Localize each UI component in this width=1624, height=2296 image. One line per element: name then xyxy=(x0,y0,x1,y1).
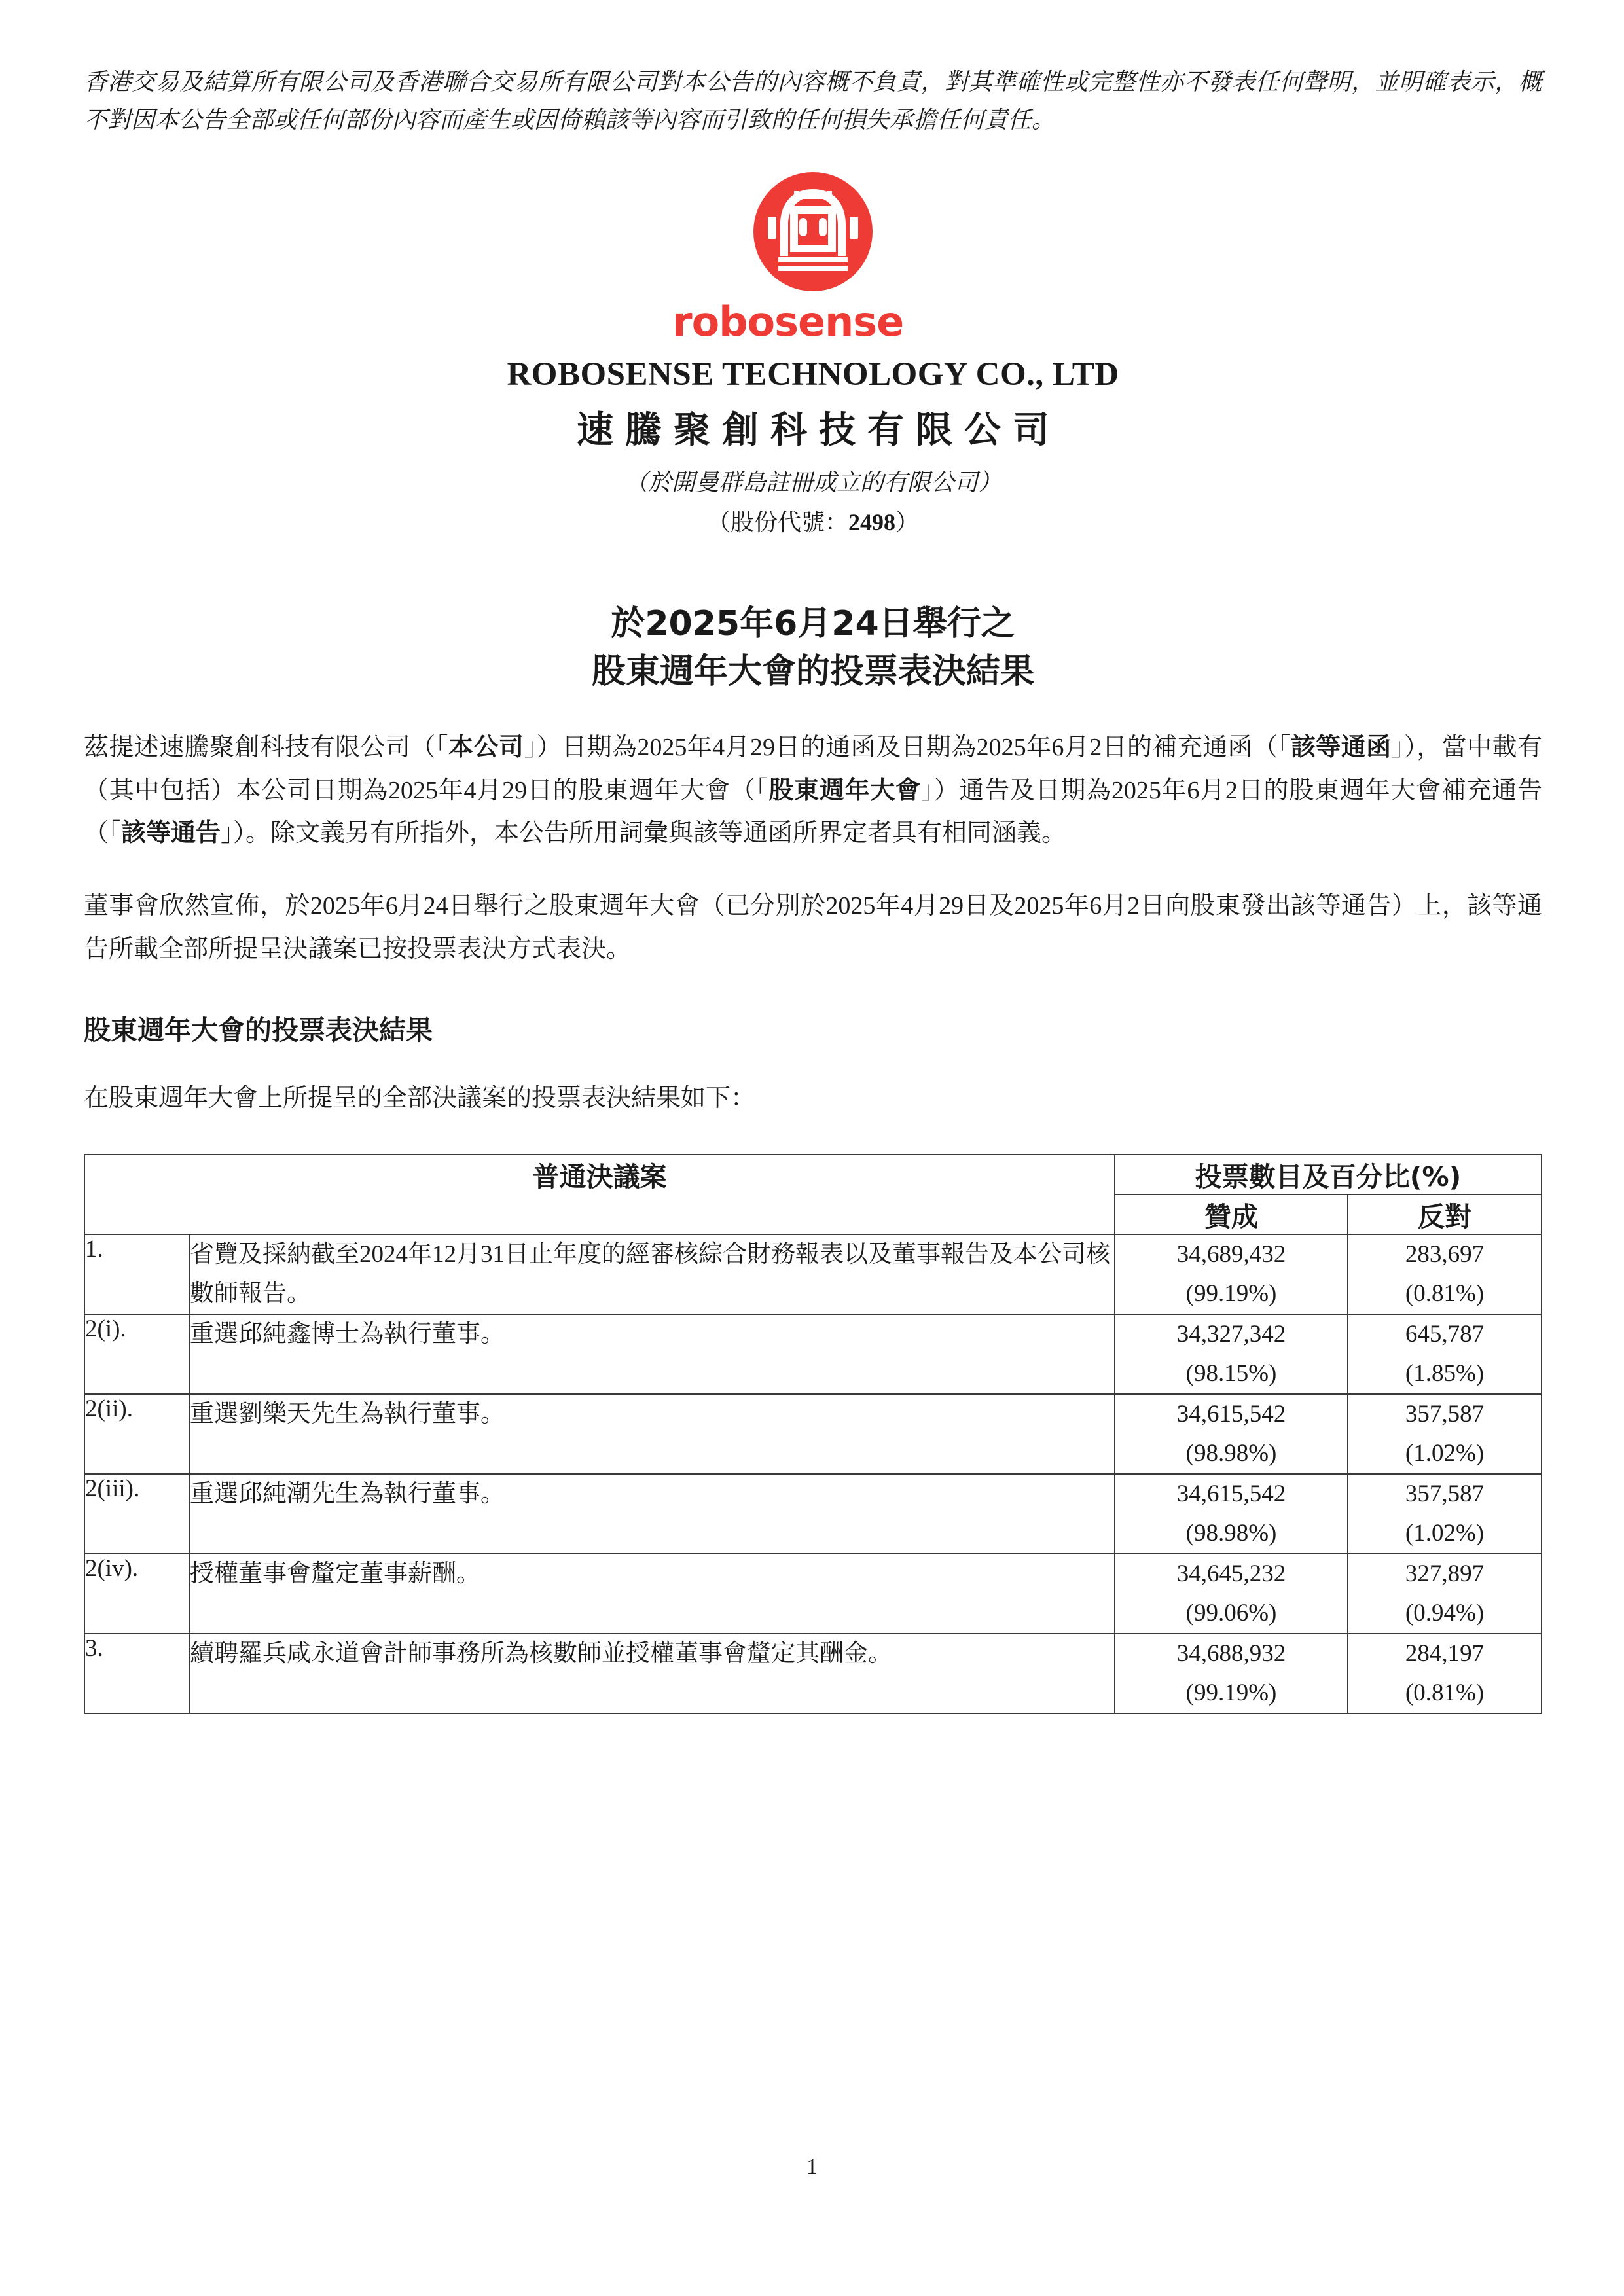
row-number: 2(ii). xyxy=(84,1394,189,1474)
header-against: 反對 xyxy=(1348,1194,1542,1234)
row-votes-against xyxy=(1348,1314,1542,1394)
page-number: 1 xyxy=(806,2155,818,2179)
table-row xyxy=(84,1394,1542,1474)
stock-code-prefix: （股份代號： xyxy=(706,509,848,535)
row-description: 續聘羅兵咸永道會計師事務所為核數師並授權董事會釐定其酬金。 xyxy=(189,1634,1115,1713)
votes-for-count: 34,327,342 xyxy=(1176,1321,1286,1348)
p1-seg-a: 茲提述速騰聚創科技有限公司（「 xyxy=(84,734,449,762)
document-title-line2: 股東週年大會的投票表決結果 xyxy=(591,652,1034,692)
table-row xyxy=(84,1314,1542,1394)
row-votes-against xyxy=(1348,1634,1542,1713)
svg-text:robosense: robosense xyxy=(672,297,904,341)
company-name-english: ROBOSENSE TECHNOLOGY CO., LTD xyxy=(507,355,1119,393)
votes-against-count: 283,697 xyxy=(1405,1241,1485,1268)
votes-for-percent: (99.06%) xyxy=(1185,1599,1277,1626)
incorporation-note: （於開曼群島註冊成立的有限公司） xyxy=(624,469,1001,495)
company-logo-block xyxy=(84,172,1542,341)
table-row xyxy=(84,1634,1542,1713)
table-row xyxy=(84,1474,1542,1554)
table-row xyxy=(84,1234,1542,1314)
row-description: 重選劉樂天先生為執行董事。 xyxy=(189,1394,1115,1474)
company-name-chinese: 速騰聚創科技有限公司 xyxy=(577,408,1061,452)
votes-for-percent: (99.19%) xyxy=(1185,1280,1277,1308)
header-resolution: 普通決議案 xyxy=(84,1155,1115,1234)
votes-against-percent: (1.02%) xyxy=(1405,1440,1485,1467)
stock-code-suffix: ） xyxy=(895,509,920,535)
section-heading-poll-results: 股東週年大會的投票表決結果 xyxy=(84,1014,433,1047)
table-body xyxy=(84,1234,1542,1713)
votes-for-percent: (98.15%) xyxy=(1185,1360,1277,1388)
votes-for-count: 34,615,542 xyxy=(1176,1401,1286,1428)
votes-for-count: 34,615,542 xyxy=(1176,1480,1286,1508)
votes-for-count: 34,688,932 xyxy=(1176,1640,1286,1667)
votes-against-percent: (1.85%) xyxy=(1405,1360,1485,1388)
votes-for-count: 34,689,432 xyxy=(1176,1241,1286,1268)
votes-against-count: 327,897 xyxy=(1405,1560,1485,1587)
row-number: 1. xyxy=(84,1234,189,1314)
p1-seg-i: 」）。除文義另有所指外，本公告所用詞彙與該等通函所界定者具有相同涵義。 xyxy=(221,819,1067,847)
votes-for-percent: (98.98%) xyxy=(1185,1440,1277,1467)
votes-for-percent: (98.98%) xyxy=(1185,1520,1277,1547)
votes-against-percent: (0.81%) xyxy=(1405,1280,1485,1308)
row-votes-for xyxy=(1115,1634,1348,1713)
term-notices: 該等通告 xyxy=(121,819,221,847)
row-number: 2(i). xyxy=(84,1314,189,1394)
votes-against-percent: (0.81%) xyxy=(1405,1679,1485,1706)
row-votes-for xyxy=(1115,1474,1348,1554)
stock-code xyxy=(84,504,1542,537)
stock-code-value: 2498 xyxy=(848,509,895,535)
row-votes-against xyxy=(1348,1234,1542,1314)
row-number: 2(iv). xyxy=(84,1554,189,1634)
poll-results-table xyxy=(84,1154,1542,1713)
document-title-line1: 於2025年6月24日舉行之 xyxy=(611,603,1015,643)
votes-for-percent: (99.19%) xyxy=(1185,1679,1277,1706)
votes-for-count: 34,645,232 xyxy=(1176,1560,1286,1587)
votes-against-count: 357,587 xyxy=(1405,1480,1485,1508)
votes-against-percent: (0.94%) xyxy=(1405,1599,1485,1626)
row-votes-against xyxy=(1348,1474,1542,1554)
robot-head-icon xyxy=(753,172,873,291)
votes-against-count: 645,787 xyxy=(1405,1321,1485,1348)
page-content xyxy=(84,63,1542,1714)
header-for: 贊成 xyxy=(1115,1194,1348,1234)
row-votes-for xyxy=(1115,1554,1348,1634)
table-row xyxy=(84,1554,1542,1634)
p1-seg-g: 」）通告及日期為2025年6月2日的股東週年大會補充通告（「 xyxy=(84,776,1542,847)
row-number: 2(iii). xyxy=(84,1474,189,1554)
votes-against-count: 357,587 xyxy=(1405,1401,1485,1428)
term-company: 本公司 xyxy=(448,734,524,762)
row-description: 重選邱純潮先生為執行董事。 xyxy=(189,1474,1115,1554)
p1-seg-c: 」）日期為2025年4月29日的通函及日期為2025年6月2日的補充通函（「 xyxy=(524,734,1291,762)
row-number: 3. xyxy=(84,1634,189,1713)
row-votes-against xyxy=(1348,1394,1542,1474)
term-circulars: 該等通函 xyxy=(1290,734,1392,762)
row-votes-for xyxy=(1115,1394,1348,1474)
row-votes-for xyxy=(1115,1314,1348,1394)
votes-against-percent: (1.02%) xyxy=(1405,1520,1485,1547)
paragraph-announcement: 董事會欣然宣佈，於2025年6月24日舉行之股東週年大會（已分別於2025年4月29日及2025年6月2日向股東發出該等通告）上，該等通告所載全部所提呈決議案已按投票表決方式表決。 xyxy=(84,892,1542,963)
robosense-wordmark xyxy=(672,298,954,341)
paragraph-reference xyxy=(84,726,1542,855)
term-agm: 股東週年大會 xyxy=(768,776,921,804)
votes-against-count: 284,197 xyxy=(1405,1640,1485,1667)
row-description: 授權董事會釐定董事薪酬。 xyxy=(189,1554,1115,1634)
table-header-row-1 xyxy=(84,1155,1542,1194)
row-description: 重選邱純鑫博士為執行董事。 xyxy=(189,1314,1115,1394)
row-votes-against xyxy=(1348,1554,1542,1634)
p1-seg-e: 」），當中載有（其中包括）本公司日期為2025年4月29日的股東週年大會（「 xyxy=(84,734,1542,804)
document-title xyxy=(84,600,1542,697)
row-description: 省覽及採納截至2024年12月31日止年度的經審核綜合財務報表以及董事報告及本公司核數師報告。 xyxy=(189,1234,1115,1314)
hkex-disclaimer: 香港交易及結算所有限公司及香港聯合交易所有限公司對本公告的內容概不負責，對其準確性或完整性亦不發表任何聲明，並明確表示，概不對因本公告全部或任何部份內容而產生或因倚賴該等內容而引致的任何損失承擔任何責任。 xyxy=(84,69,1542,134)
row-votes-for xyxy=(1115,1234,1348,1314)
header-votes: 投票數目及百分比(%) xyxy=(1115,1155,1542,1194)
paragraph-table-intro: 在股東週年大會上所提呈的全部決議案的投票表決結果如下： xyxy=(84,1085,756,1113)
